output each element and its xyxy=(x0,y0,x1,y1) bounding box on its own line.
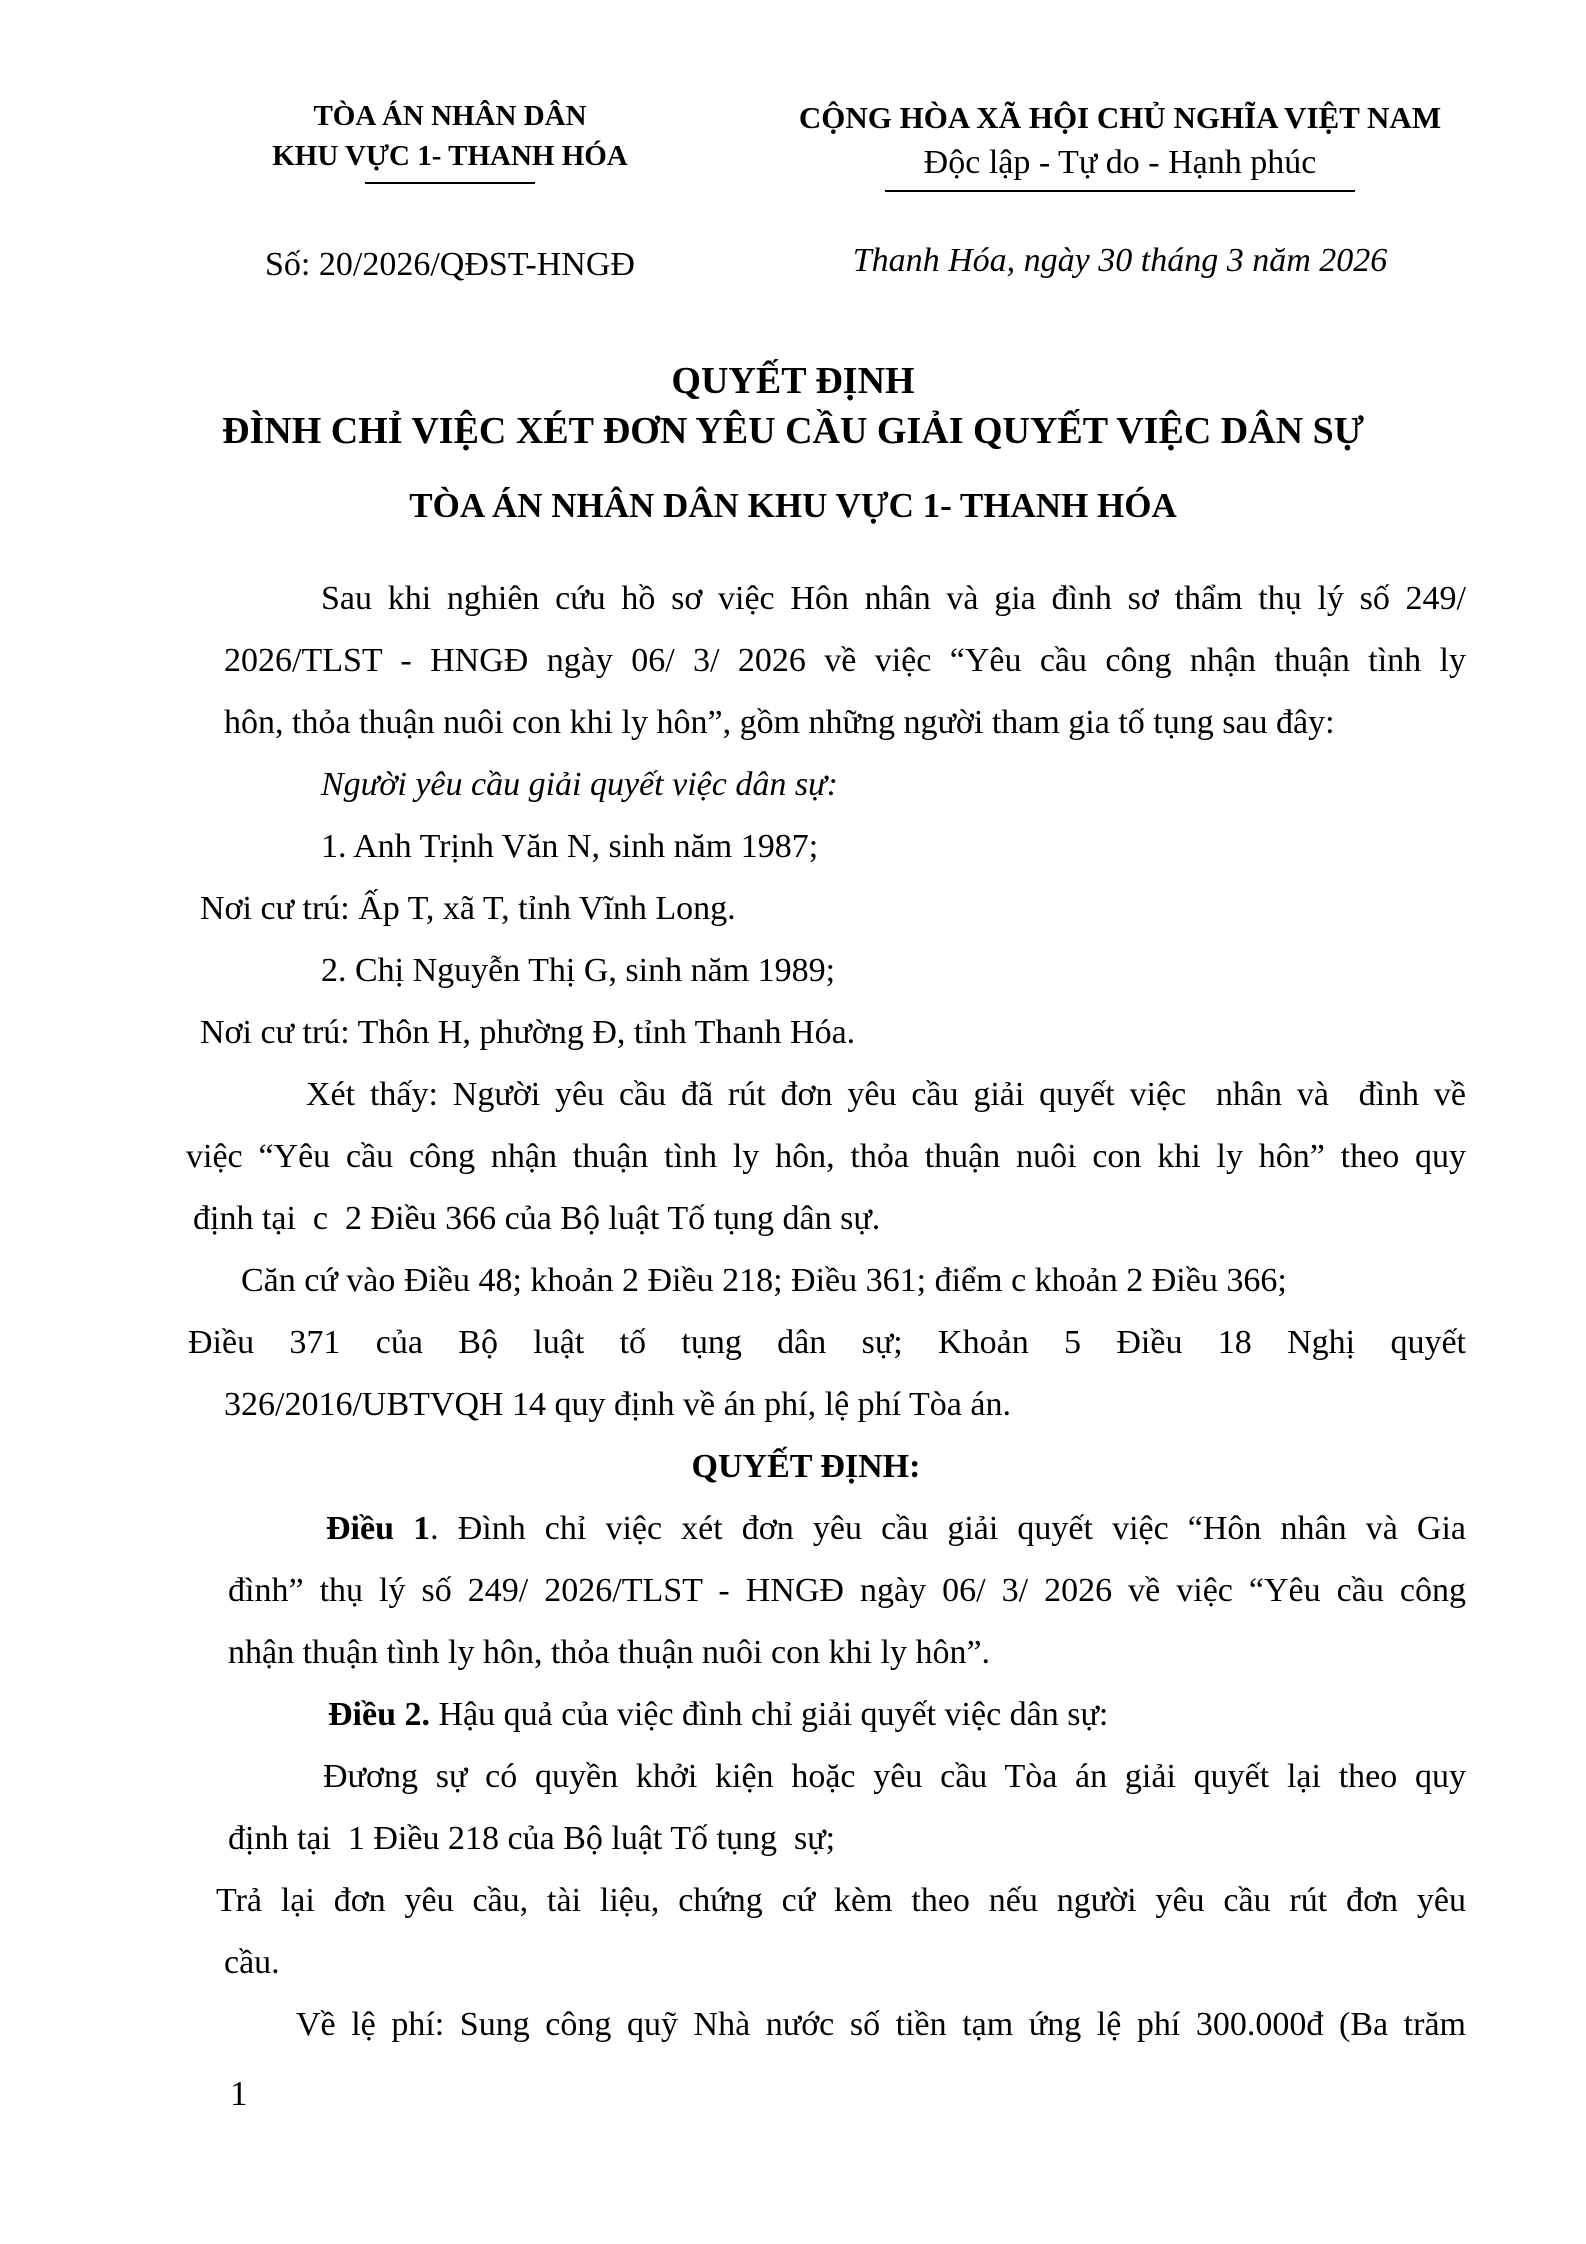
document-number: Số: 20/2026/QĐST-HNGĐ xyxy=(265,246,635,283)
decision-heading: QUYẾT ĐỊNH: xyxy=(691,1448,921,1485)
page-number: 1 xyxy=(230,2074,248,2113)
body-line-finding-3: định tại c 2 Điều 366 của Bộ luật Tố tụng dân sự. xyxy=(193,1200,881,1237)
body-line-intro-1: Sau khi nghiên cứu hồ sơ việc Hôn nhân và gia đình sơ thẩm thụ lý số 249/ xyxy=(321,580,1466,617)
body-line-article1-2: đình” thụ lý số 249/ 2026/TLST - HNGĐ ngày 06/ 3/ 2026 về việc “Yêu cầu công xyxy=(228,1572,1466,1609)
body-line-petitioner-1: 1. Anh Trịnh Văn N, sinh năm 1987; xyxy=(321,828,819,865)
national-name: CỘNG HÒA XÃ HỘI CHỦ NGHĨA VIỆT NAM xyxy=(798,100,1442,135)
title-block xyxy=(0,356,1586,528)
body-line-finding-1: Xét thấy: Người yêu cầu đã rút đơn yêu cầu giải quyết việc nhân và đình về xyxy=(306,1076,1466,1113)
body-line-article1-3: nhận thuận tình ly hôn, thỏa thuận nuôi con khi ly hôn”. xyxy=(228,1634,991,1671)
body-line-article2-4: Trả lại đơn yêu cầu, tài liệu, chứng cứ kèm theo nếu người yêu cầu rút đơn yêu xyxy=(216,1882,1466,1919)
court-header-block xyxy=(200,96,700,284)
body-line-fee-1: Về lệ phí: Sung công quỹ Nhà nước số tiền tạm ứng lệ phí 300.000đ (Ba trăm xyxy=(296,2006,1466,2043)
motto-rule xyxy=(885,190,1355,192)
national-header-block xyxy=(750,96,1490,280)
document-header xyxy=(0,0,1586,283)
body-line-article2-1: Điều 2. Hậu quả của việc đình chỉ giải quyết việc dân sự: xyxy=(328,1696,1109,1733)
body-line-legal-basis-2: Điều 371 của Bộ luật tố tụng dân sự; Khoản 5 Điều 18 Nghị quyết xyxy=(188,1324,1466,1361)
body-line-residence-2: Nơi cư trú: Thôn H, phường Đ, tỉnh Thanh Hóa. xyxy=(200,1014,856,1051)
body-line-article2-2: Đương sự có quyền khởi kiện hoặc yêu cầu Tòa án giải quyết lại theo quy xyxy=(323,1758,1466,1795)
decision-subtitle: ĐÌNH CHỈ VIỆC XÉT ĐƠN YÊU CẦU GIẢI QUYẾT VIỆC DÂN SỰ xyxy=(222,410,1364,452)
body-line-article2-5: cầu. xyxy=(224,1944,280,1981)
court-name-line1: TÒA ÁN NHÂN DÂN xyxy=(313,100,587,132)
body-line-legal-basis-3: 326/2016/UBTVQH 14 quy định về án phí, lệ phí Tòa án. xyxy=(224,1386,1011,1423)
place-date-line: Thanh Hóa, ngày 30 tháng 3 năm 2026 xyxy=(852,242,1388,279)
decision-title: QUYẾT ĐỊNH xyxy=(671,360,915,402)
body-line-intro-2: 2026/TLST - HNGĐ ngày 06/ 3/ 2026 về việc “Yêu cầu công nhận thuận tình ly xyxy=(224,642,1466,679)
body-line-intro-3: hôn, thỏa thuận nuôi con khi ly hôn”, gồm những người tham gia tố tụng sau đây: xyxy=(224,704,1335,741)
body-line-petitioner-2: 2. Chị Nguyễn Thị G, sinh năm 1989; xyxy=(321,952,836,989)
body-line-article2-3: định tại 1 Điều 218 của Bộ luật Tố tụng sự; xyxy=(228,1820,836,1857)
body-line-petitioner-label: Người yêu cầu giải quyết việc dân sự: xyxy=(321,766,838,803)
national-motto: Độc lập - Tự do - Hạnh phúc xyxy=(923,144,1317,181)
issuing-court-title: TÒA ÁN NHÂN DÂN KHU VỰC 1- THANH HÓA xyxy=(409,486,1177,525)
court-header-rule xyxy=(365,182,535,184)
body-line-finding-2: việc “Yêu cầu công nhận thuận tình ly hôn, thỏa thuận nuôi con khi ly hôn” theo quy xyxy=(186,1138,1466,1175)
body-line-article1-1: Điều 1. Đình chỉ việc xét đơn yêu cầu giải quyết việc “Hôn nhân và Gia xyxy=(326,1510,1466,1547)
body-line-residence-1: Nơi cư trú: Ấp T, xã T, tỉnh Vĩnh Long. xyxy=(200,890,736,927)
court-name-line2: KHU VỰC 1- THANH HÓA xyxy=(272,140,628,172)
body-line-legal-basis-1: Căn cứ vào Điều 48; khoản 2 Điều 218; Điều 361; điểm c khoản 2 Điều 366; xyxy=(241,1262,1287,1299)
document-body xyxy=(0,568,1586,2056)
